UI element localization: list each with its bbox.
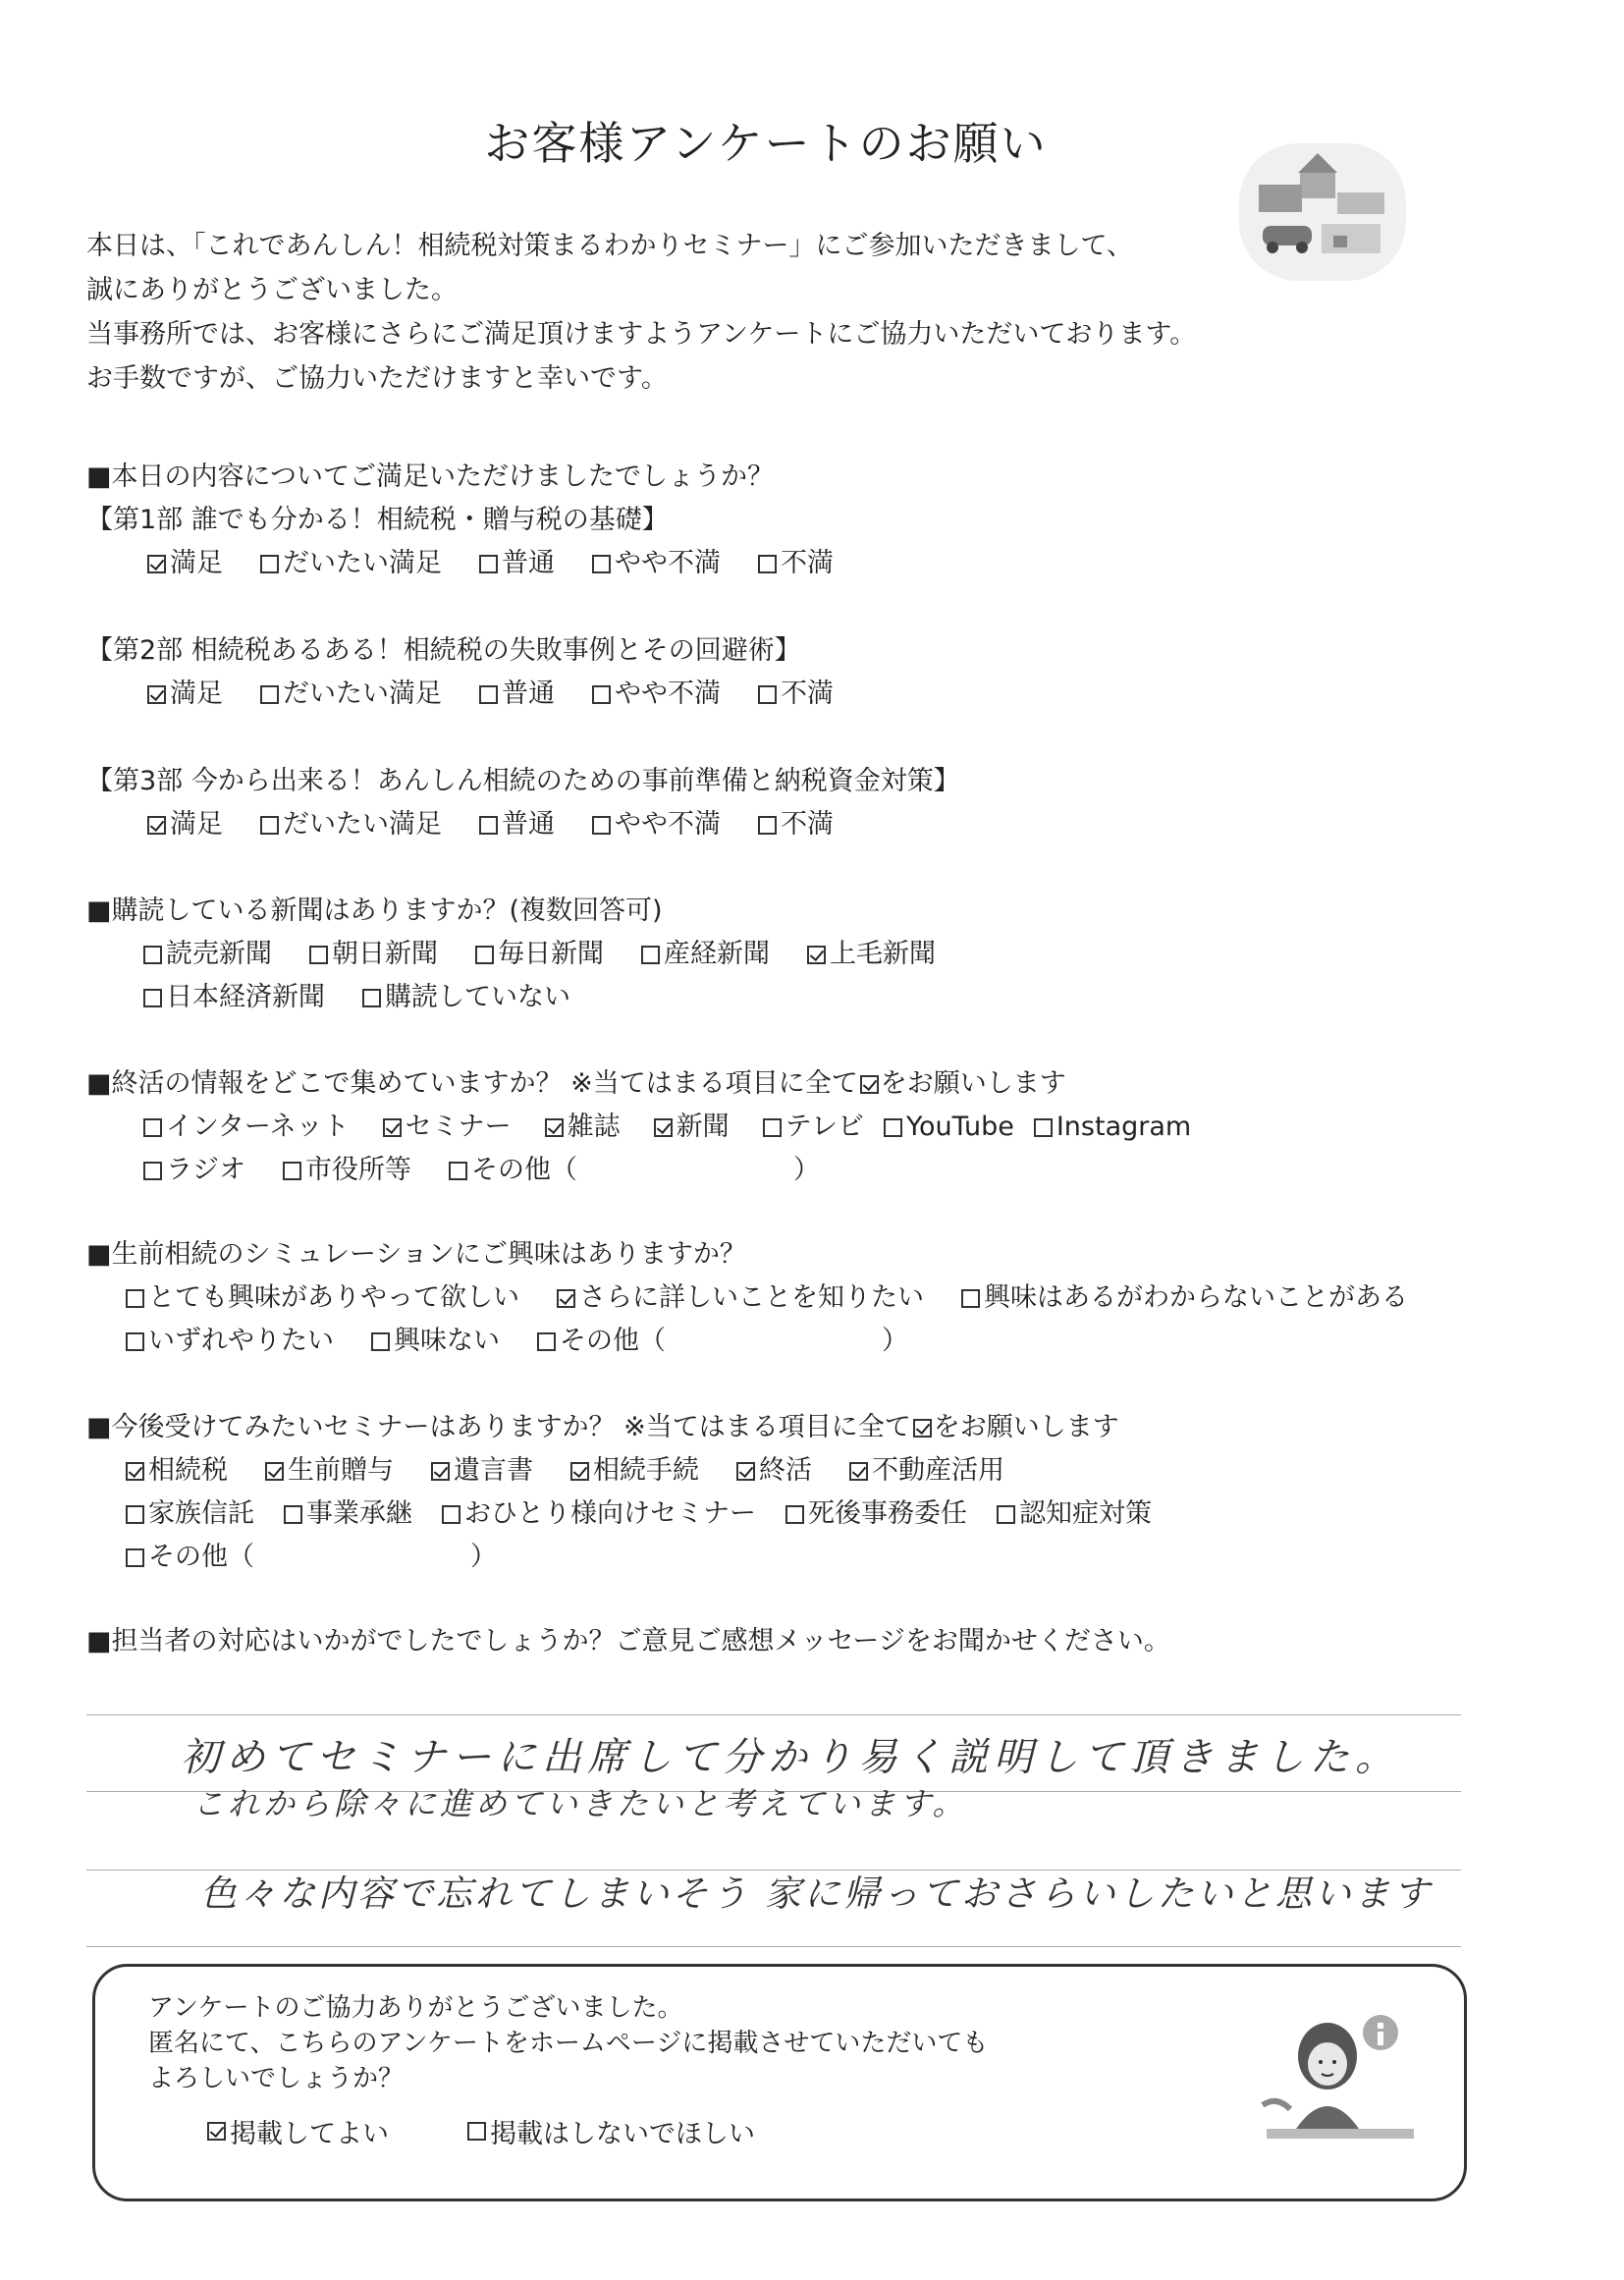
option[interactable]: さらに詳しいことを知りたい — [557, 1276, 924, 1320]
consent-line: アンケートのご協力ありがとうございました。 — [148, 1993, 683, 2023]
checkbox-icon[interactable] — [362, 989, 381, 1007]
info-options-row1 — [143, 1106, 1191, 1149]
question-heading: ■購読している新聞はありますか？(複数回答可) — [86, 896, 663, 926]
seminar-options-row1 — [126, 1449, 1152, 1493]
question-seminars — [86, 1406, 1152, 1579]
option[interactable]: だいたい満足 — [260, 673, 442, 716]
option[interactable]: その他（ ） — [449, 1149, 820, 1192]
option[interactable]: やや不満 — [592, 542, 721, 585]
checkbox-icon[interactable] — [641, 946, 660, 964]
part-label: 【第2部 相続税あるある！相続税の失敗事例とその回避術】 — [86, 635, 801, 666]
checkbox-icon[interactable] — [143, 989, 162, 1007]
checkbox-icon[interactable] — [260, 555, 279, 573]
checkbox-icon[interactable] — [260, 685, 279, 704]
option[interactable]: いずれやりたい — [126, 1320, 334, 1363]
handwritten-comment: これから除々に進めていきたいと考えています。 — [192, 1785, 968, 1822]
checkbox-icon[interactable] — [592, 555, 611, 573]
checkbox-checked-icon[interactable] — [557, 1289, 575, 1308]
seminar-options-row2 — [126, 1493, 1152, 1536]
part3-options — [147, 803, 960, 846]
checkbox-checked-icon[interactable] — [147, 685, 166, 704]
question-heading: ■担当者の対応はいかがでしたでしょうか？ご意見ご感想メッセージをお聞かせください。 — [86, 1626, 1170, 1656]
checkbox-checked-icon[interactable] — [431, 1462, 450, 1481]
consent-line: 匿名にて、こちらのアンケートをホームページに掲載させていただいても — [148, 2029, 989, 2058]
option[interactable]: やや不満 — [592, 803, 721, 846]
checkbox-icon[interactable] — [1034, 1118, 1053, 1137]
ruled-line — [86, 1946, 1461, 1947]
option[interactable]: 読売新聞 — [143, 933, 272, 976]
option[interactable]: 不満 — [758, 803, 834, 846]
checkbox-icon[interactable] — [592, 685, 611, 704]
option[interactable]: とても興味がありやって欲しい — [126, 1276, 519, 1320]
intro-text — [86, 224, 1265, 401]
option[interactable]: 生前贈与 — [265, 1449, 394, 1493]
newspaper-options-row2 — [143, 976, 973, 1019]
checkbox-checked-icon[interactable] — [147, 816, 166, 835]
checkbox-icon[interactable] — [126, 1289, 144, 1308]
checkbox-checked-icon[interactable] — [147, 555, 166, 573]
option[interactable]: 相続税 — [126, 1449, 228, 1493]
consent-option-yes[interactable]: 掲載してよい — [207, 2112, 389, 2150]
option[interactable]: 不動産活用 — [849, 1449, 1004, 1493]
consent-line: よろしいでしょうか？ — [148, 2064, 405, 2093]
part1-options — [147, 542, 960, 585]
option[interactable]: Instagram — [1034, 1106, 1191, 1149]
checkbox-icon[interactable] — [126, 1332, 144, 1351]
option[interactable]: 普通 — [479, 803, 555, 846]
option[interactable]: 普通 — [479, 542, 555, 585]
checkbox-checked-icon[interactable] — [807, 946, 826, 964]
checkbox-icon[interactable] — [371, 1332, 390, 1351]
option[interactable]: ラジオ — [143, 1149, 245, 1192]
checkbox-checked-icon[interactable] — [654, 1118, 673, 1137]
option[interactable]: 家族信託 — [126, 1493, 254, 1536]
checkbox-icon[interactable] — [758, 685, 777, 704]
checkbox-icon[interactable] — [260, 816, 279, 835]
option[interactable]: その他（ ） — [537, 1320, 908, 1363]
checkbox-checked-icon[interactable] — [545, 1118, 564, 1137]
intro-line: 誠にありがとうございました。 — [86, 275, 458, 305]
option[interactable]: インターネット — [143, 1106, 350, 1149]
checkbox-checked-icon[interactable] — [126, 1462, 144, 1481]
option[interactable]: だいたい満足 — [260, 542, 442, 585]
checkbox-icon[interactable] — [284, 1505, 302, 1524]
seminar-options-row3 — [126, 1536, 1152, 1579]
option[interactable]: YouTube — [884, 1106, 1014, 1149]
option[interactable]: 産経新聞 — [641, 933, 770, 976]
checkbox-checked-icon[interactable] — [265, 1462, 284, 1481]
checkbox-icon[interactable] — [467, 2122, 486, 2141]
question-comments — [86, 1620, 1170, 1663]
option[interactable]: 満足 — [147, 542, 223, 585]
woman-info-illustration-icon — [1257, 2011, 1424, 2162]
part-label: 【第1部 誰でも分かる！相続税・贈与税の基礎】 — [86, 505, 669, 535]
option[interactable]: セミナー — [383, 1106, 512, 1149]
checkbox-icon[interactable] — [758, 555, 777, 573]
checkbox-icon[interactable] — [126, 1548, 144, 1567]
question-heading: ■今後受けてみたいセミナーはありますか？ ※当てはまる項目に全て をお願いします — [86, 1412, 1119, 1442]
checkbox-checked-icon[interactable] — [383, 1118, 402, 1137]
handwritten-comment: 初めてセミナーに出席して分かり易く説明して頂きました。 — [181, 1735, 1400, 1780]
intro-line: 当事務所では、お客様にさらにご満足頂けますようアンケートにご協力いただいております。 — [86, 319, 1197, 350]
option[interactable]: おひとり様向けセミナー — [442, 1493, 756, 1536]
option[interactable]: 認知症対策 — [997, 1493, 1152, 1536]
checkbox-icon[interactable] — [592, 816, 611, 835]
option[interactable]: やや不満 — [592, 673, 721, 716]
checkbox-checked-icon[interactable] — [207, 2122, 226, 2141]
option[interactable]: 事業承継 — [284, 1493, 412, 1536]
option[interactable]: 雑誌 — [545, 1106, 621, 1149]
option[interactable]: 市役所等 — [283, 1149, 411, 1192]
option[interactable]: 不満 — [758, 673, 834, 716]
checkbox-icon[interactable] — [479, 816, 498, 835]
question-heading: ■本日の内容についてご満足いただけましたでしょうか？ — [86, 461, 774, 492]
option[interactable]: 新聞 — [654, 1106, 730, 1149]
checkbox-icon[interactable] — [997, 1505, 1015, 1524]
ruled-line — [86, 1714, 1461, 1715]
consent-option-no[interactable]: 掲載はしないでほしい — [467, 2112, 755, 2150]
option[interactable]: 不満 — [758, 542, 834, 585]
checkbox-icon[interactable] — [763, 1118, 782, 1137]
checkbox-checked-icon[interactable] — [736, 1462, 755, 1481]
question-newspapers — [86, 890, 973, 1019]
checkbox-checked-icon[interactable] — [849, 1462, 868, 1481]
part2-options — [147, 673, 960, 716]
option[interactable]: 興味はあるがわからないことがある — [961, 1276, 1408, 1320]
option[interactable]: 相続手続 — [570, 1449, 699, 1493]
option[interactable]: 上毛新聞 — [807, 933, 936, 976]
checkbox-icon[interactable] — [442, 1505, 460, 1524]
option[interactable]: 購読していない — [362, 976, 570, 1019]
question-heading: ■生前相続のシミュレーションにご興味はありますか？ — [86, 1239, 746, 1270]
option[interactable]: その他（ ） — [126, 1536, 497, 1579]
option[interactable]: 毎日新聞 — [475, 933, 604, 976]
info-options-row2 — [143, 1149, 1191, 1192]
intro-line: お手数ですが、ご協力いただけますと幸いです。 — [86, 363, 668, 394]
checkbox-icon[interactable] — [758, 816, 777, 835]
checkbox-icon[interactable] — [785, 1505, 804, 1524]
checkbox-icon[interactable] — [884, 1118, 902, 1137]
checkbox-icon[interactable] — [309, 946, 328, 964]
checkbox-icon[interactable] — [143, 1162, 162, 1180]
option[interactable]: 朝日新聞 — [309, 933, 438, 976]
checkbox-icon[interactable] — [449, 1162, 467, 1180]
option[interactable]: 興味ない — [371, 1320, 500, 1363]
checkbox-icon[interactable] — [143, 946, 162, 964]
checkbox-icon[interactable] — [475, 946, 494, 964]
checkbox-icon[interactable] — [283, 1162, 301, 1180]
option[interactable]: 満足 — [147, 803, 223, 846]
question-satisfaction — [86, 456, 960, 846]
question-simulation — [86, 1233, 1445, 1363]
question-info-sources — [86, 1062, 1191, 1192]
checkbox-icon[interactable] — [479, 555, 498, 573]
option[interactable]: 遺言書 — [431, 1449, 533, 1493]
option[interactable]: 終活 — [736, 1449, 812, 1493]
checkbox-checked-icon[interactable] — [570, 1462, 589, 1481]
option[interactable]: だいたい満足 — [260, 803, 442, 846]
checkbox-icon[interactable] — [537, 1332, 556, 1351]
question-heading: ■終活の情報をどこで集めていますか？ ※当てはまる項目に全て をお願いします — [86, 1068, 1066, 1099]
option[interactable]: 満足 — [147, 673, 223, 716]
consent-text — [148, 1990, 988, 2096]
consent-options — [207, 2112, 834, 2150]
option[interactable]: 日本経済新聞 — [143, 976, 325, 1019]
checkmark-icon — [860, 1075, 879, 1094]
simulation-options-row2 — [126, 1320, 1445, 1363]
option[interactable]: 普通 — [479, 673, 555, 716]
checkbox-icon[interactable] — [479, 685, 498, 704]
part-label: 【第3部 今から出来る！あんしん相続のための事前準備と納税資金対策】 — [86, 766, 960, 796]
option[interactable]: テレビ — [763, 1106, 864, 1149]
checkbox-icon[interactable] — [126, 1505, 144, 1524]
page-title: お客様アンケートのお願い — [484, 117, 1048, 170]
checkmark-icon — [913, 1419, 932, 1438]
simulation-options-row1 — [126, 1276, 1445, 1320]
handwritten-comment: 色々な内容で忘れてしまいそう 家に帰っておさらいしたいと思います — [200, 1873, 1433, 1915]
checkbox-icon[interactable] — [961, 1289, 980, 1308]
intro-line: 本日は、「これであんしん！相続税対策まるわかりセミナー」にご参加いただきまして、 — [86, 231, 1133, 261]
newspaper-options-row1 — [143, 933, 973, 976]
comment-area — [86, 1714, 1461, 1950]
checkbox-icon[interactable] — [143, 1118, 162, 1137]
option[interactable]: 死後事務委任 — [785, 1493, 967, 1536]
